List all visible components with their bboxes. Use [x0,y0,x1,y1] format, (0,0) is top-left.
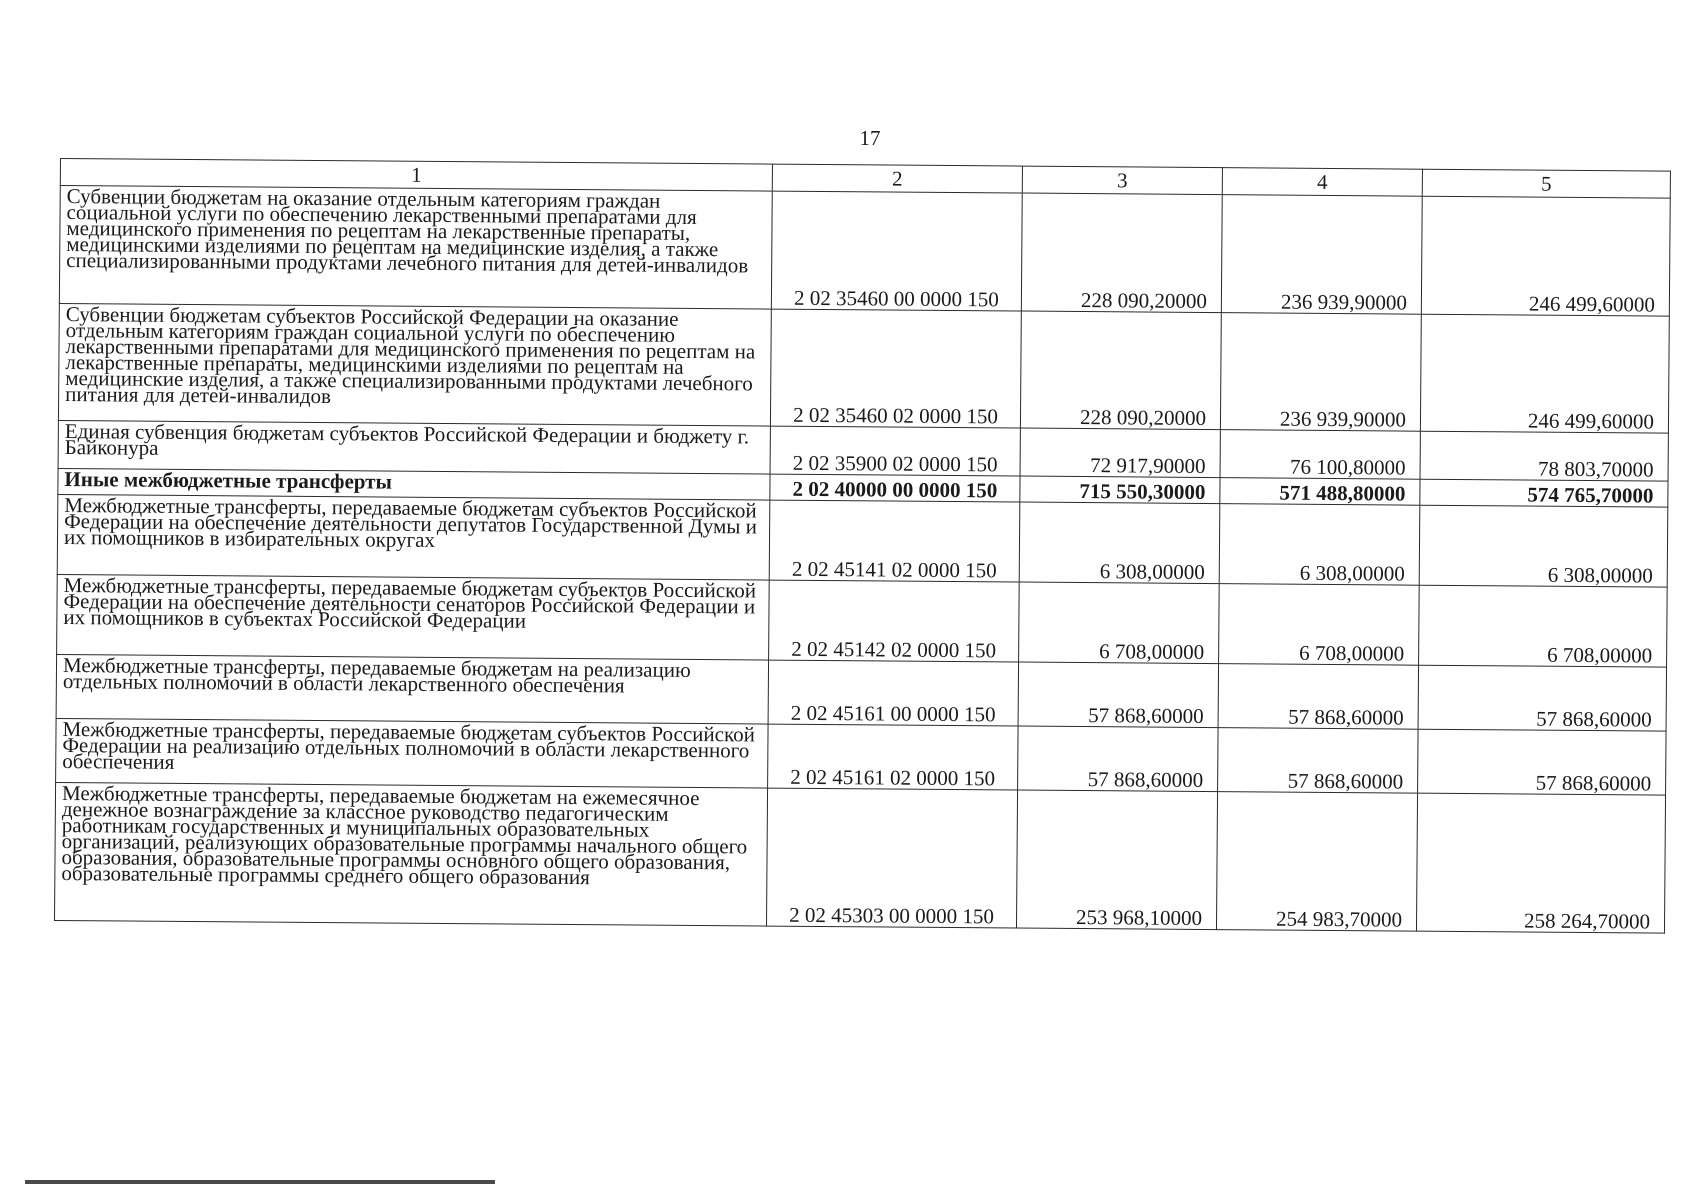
row-value-col5: 258 264,70000 [1416,793,1665,933]
row-value-col5: 246 499,60000 [1421,196,1670,316]
row-name: Межбюджетные трансферты, передаваемые бюджетам субъектов Российской Федерации на обеспечение деятельности депутатов Государственной Думы и их помощников в избирательных округах [57,494,770,580]
row-value-col5: 6 708,00000 [1419,585,1668,667]
row-value-col4: 57 868,60000 [1218,728,1418,794]
row-name: Межбюджетные трансферты, передаваемые бюджетам субъектов Российской Федерации на реализацию отдельных полномочий в области лекарственного обеспечения [56,718,768,788]
row-value-col5: 78 803,70000 [1420,431,1668,481]
row-value-col5: 6 308,00000 [1419,505,1668,587]
row-code: 2 02 45142 02 0000 150 [769,580,1020,662]
column-header-3: 3 [1022,166,1222,195]
row-code: 2 02 45303 00 0000 150 [766,788,1017,928]
row-value-col4: 6 308,00000 [1219,504,1420,586]
row-code: 2 02 35460 00 0000 150 [771,191,1022,311]
row-value-col3: 253 968,10000 [1016,790,1217,930]
row-value-col5: 57 868,60000 [1418,729,1666,795]
row-name: Межбюджетные трансферты, передаваемые бюджетам на ежемесячное денежное вознаграждение за классное руководство педагогическим работникам государственных и муниципальных образовательных организаций, реализующих образовательные программы начального общего образования, образовательные программы основного общего образования, образовательные программы среднего общего образования [55,782,768,926]
row-name: Субвенции бюджетам субъектов Российской Федерации на оказание отдельным категориям граждан социальной услуги по обеспечению лекарственными препаратами для медицинского применения по рецептам на лекарственные препараты, медицинскими изделиями по рецептам на медицинские изделия, а также специализированными продуктами лечебного питания для детей-инвалидов [58,303,771,426]
table-row [57,494,1668,587]
footer-rule [25,1180,495,1184]
table-row [59,186,1670,317]
row-value-col3: 715 550,30000 [1020,476,1220,504]
row-name: Субвенции бюджетам на оказание отдельным категориям граждан социальной услуги по обеспечению лекарственными препаратами для медицинского применения по рецептам на лекарственные препараты, медицинскими изделиями по рецептам на медицинские изделия, а также специализированными продуктами лечебного питания для детей-инвалидов [59,186,772,310]
row-value-col4: 6 708,00000 [1219,584,1420,666]
row-code: 2 02 40000 00 0000 150 [770,474,1020,502]
page-number: 17 [859,126,881,150]
table-row [58,303,1669,433]
row-value-col3: 72 917,90000 [1020,428,1220,478]
row-code: 2 02 35460 02 0000 150 [770,309,1021,428]
row-value-col5: 57 868,60000 [1418,665,1666,731]
row-code: 2 02 45141 02 0000 150 [769,500,1020,582]
row-value-col4: 571 488,80000 [1220,478,1420,506]
row-value-col3: 57 868,60000 [1018,662,1218,728]
row-value-col5: 246 499,60000 [1420,314,1669,433]
column-header-1: 1 [60,159,772,192]
row-value-col4: 76 100,80000 [1220,430,1420,480]
row-name: Иные межбюджетные трансферты [58,468,770,500]
row-value-col5: 574 765,70000 [1420,479,1668,507]
row-value-col3: 57 868,60000 [1018,726,1218,792]
row-value-col3: 6 308,00000 [1019,502,1220,584]
column-header-2: 2 [772,164,1022,193]
row-name: Межбюджетные трансферты, передаваемые бюджетам субъектов Российской Федерации на обеспечение деятельности сенаторов Российской Федерации и их помощников в субъектах Российской Федерации [57,574,770,660]
row-name: Межбюджетные трансферты, передаваемые бюджетам на реализацию отдельных полномочий в области лекарственного обеспечения [56,654,768,724]
budget-table [54,158,1671,934]
row-code: 2 02 45161 02 0000 150 [768,724,1018,790]
table-row [55,782,1666,933]
row-value-col4: 57 868,60000 [1218,664,1418,730]
row-name: Единая субвенция бюджетам субъектов Российской Федерации и бюджету г. Байконура [58,420,770,474]
row-value-col3: 6 708,00000 [1019,582,1220,664]
row-value-col4: 236 939,90000 [1221,195,1422,315]
column-header-4: 4 [1222,168,1422,197]
column-header-5: 5 [1422,169,1670,198]
row-value-col4: 254 983,70000 [1216,792,1417,932]
row-value-col3: 228 090,20000 [1021,193,1222,313]
table-row [57,574,1668,667]
row-code: 2 02 35900 02 0000 150 [770,426,1020,476]
row-value-col4: 236 939,90000 [1220,313,1421,432]
row-value-col3: 228 090,20000 [1020,311,1221,430]
row-code: 2 02 45161 00 0000 150 [768,660,1018,726]
